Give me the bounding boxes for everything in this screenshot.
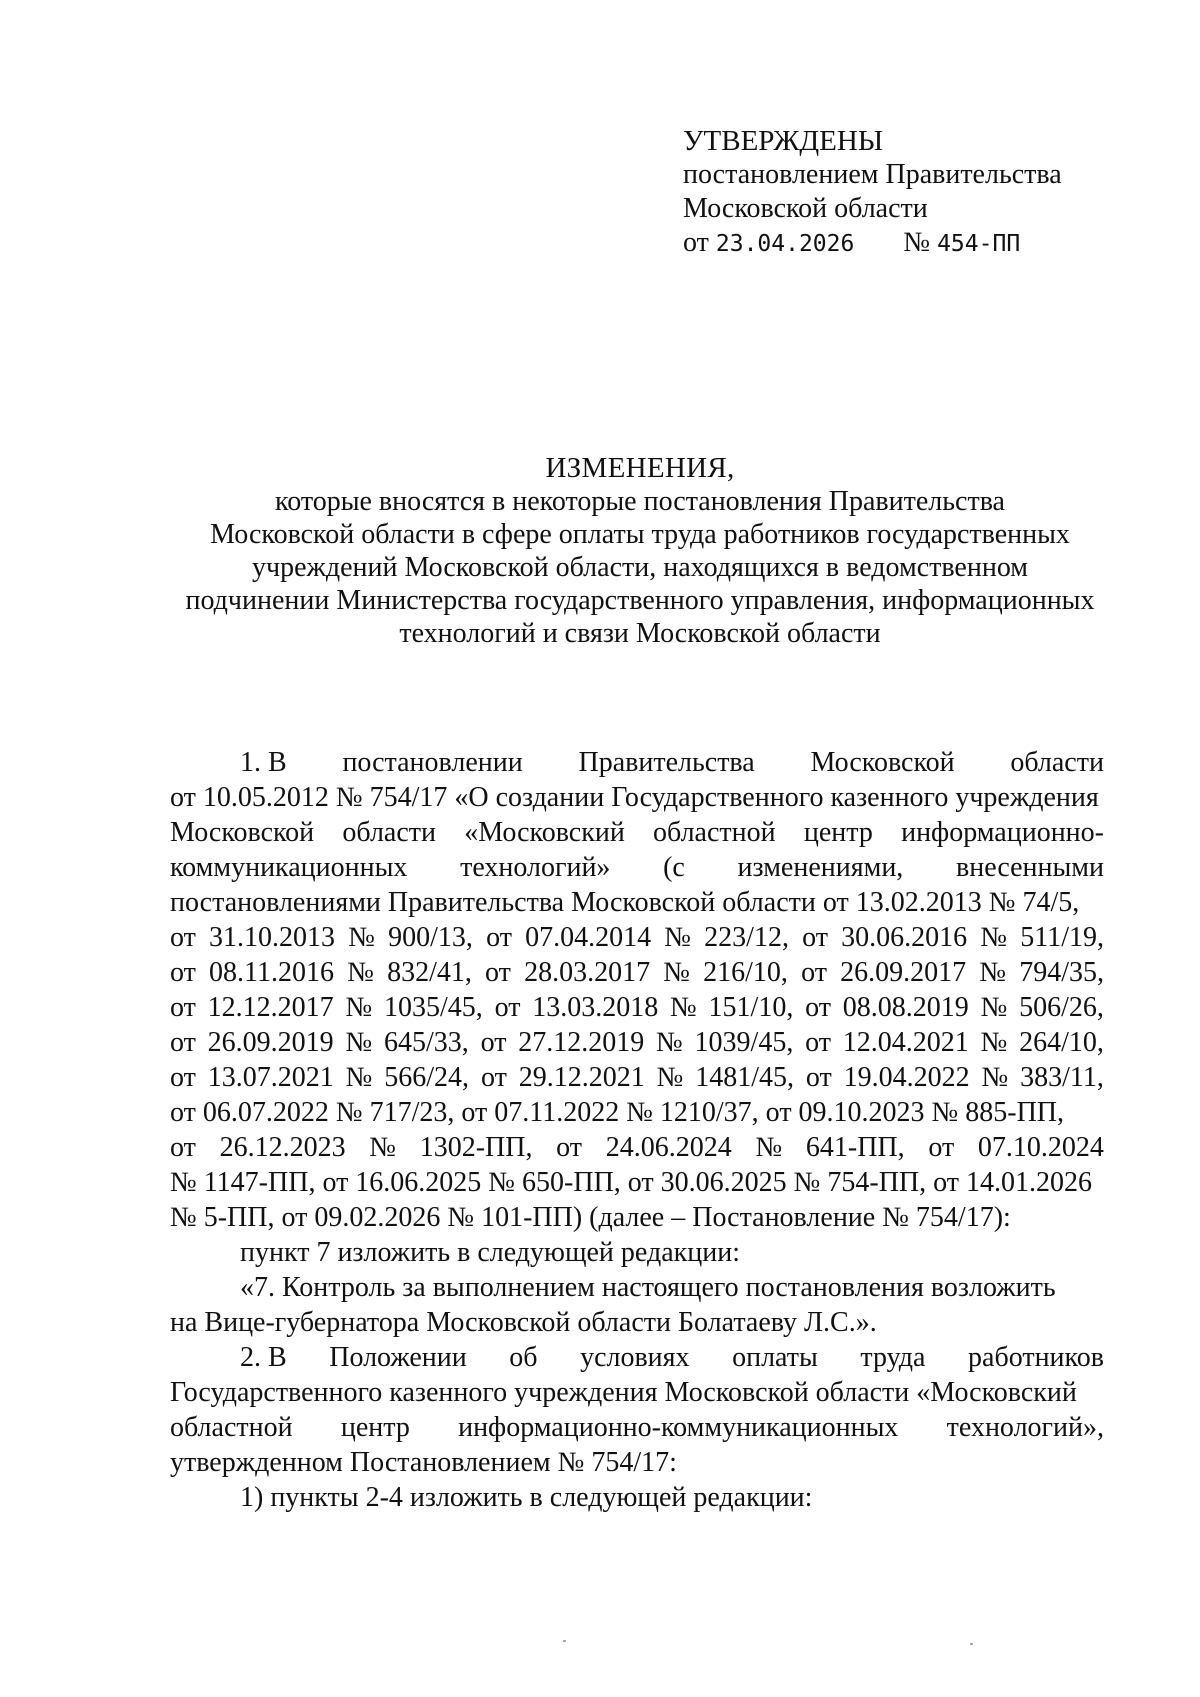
body-word: 08.08.2019 [842, 992, 969, 1023]
body-word: № [670, 992, 697, 1023]
body-line [170, 780, 1104, 815]
body-word: области [1010, 747, 1104, 778]
body-word: от 10.05.2012 № 754/17 «О создании Государственного казенного учреждения [170, 782, 1099, 813]
body-word: 900/13, [388, 922, 473, 953]
body-word: от [170, 1062, 196, 1093]
body-word: 26.09.2017 [840, 957, 967, 988]
body-line [170, 850, 1104, 885]
approval-date: 23.04.2026 [715, 231, 855, 257]
body-line [170, 990, 1104, 1025]
body-word: на Вице-губернатора Московской области Болатаеву Л.С.». [170, 1307, 877, 1338]
body-word: от [170, 922, 196, 953]
approval-date-prefix: от [683, 227, 709, 258]
body-word: № [656, 1027, 683, 1058]
approval-number-sign: № [903, 227, 931, 258]
body-word: оплаты [732, 1342, 818, 1373]
body-word: центр [803, 817, 873, 848]
body-line [170, 1480, 1104, 1515]
body-word: № [664, 922, 691, 953]
body-word: 1035/45, [383, 992, 483, 1023]
body-word: № [980, 992, 1008, 1023]
body-word: № 1147-ПП, от 16.06.2025 № 650-ПП, от 30.06.2025 № 754-ПП, от 14.01.2026 [170, 1167, 1093, 1198]
heading-line: подчинении Министерства государственного управления, информационных [185, 585, 1095, 616]
body-word: № [345, 1062, 373, 1093]
body-word: от [480, 1062, 507, 1093]
body-word: «7. Контроль за выполнением настоящего постановления возложить [240, 1272, 1056, 1303]
body-word: Государственного казенного учреждения Московской области «Московский [170, 1377, 1077, 1408]
body-word: № [345, 992, 373, 1023]
body-word: 19.04.2022 [843, 1062, 970, 1093]
body-word: 1481/45, [695, 1062, 794, 1093]
body-word: 506/26, [1019, 992, 1104, 1023]
body-line [170, 1305, 1104, 1340]
body-word: от [556, 1132, 583, 1163]
body-word: от [480, 1027, 507, 1058]
body-word: постановлениями Правительства Московской области от 13.02.2013 № 74/5, [170, 887, 1080, 918]
body-word: от [801, 957, 827, 988]
body-line [170, 1375, 1104, 1410]
body-word: 13.07.2021 [207, 1062, 334, 1093]
body-word: 216/10, [703, 957, 788, 988]
scan-speck [563, 1640, 566, 1642]
document-body [170, 745, 1104, 1515]
body-line [170, 1410, 1104, 1445]
body-word: областной [653, 817, 776, 848]
body-word: № [656, 1062, 684, 1093]
body-word: от [805, 1062, 832, 1093]
body-word: технологий» [460, 852, 611, 883]
body-word: 28.03.2017 [524, 957, 651, 988]
body-word: от [805, 1027, 831, 1058]
body-word: Положении [329, 1342, 467, 1373]
body-word: № [369, 1132, 396, 1163]
body-word: № [981, 1062, 1009, 1093]
body-line [170, 1130, 1104, 1165]
body-line [170, 745, 1104, 780]
body-line [170, 815, 1104, 850]
body-word: пункт 7 изложить в следующей редакции: [240, 1237, 740, 1268]
body-word: № [980, 922, 1008, 953]
body-word: условиях [580, 1342, 690, 1373]
body-word: 13.03.2018 [532, 992, 659, 1023]
body-word: (с [663, 852, 685, 883]
body-word: от [170, 1132, 196, 1163]
body-line [170, 920, 1104, 955]
body-word: об [509, 1342, 538, 1373]
approval-date-line [683, 226, 1103, 261]
body-line [170, 1095, 1104, 1130]
body-word: информационно-коммуникационных [458, 1412, 899, 1443]
body-word: 08.11.2016 [209, 957, 335, 988]
body-word: 151/10, [708, 992, 794, 1023]
heading-line: учреждений Московской области, находящихся в ведомственном [251, 552, 1028, 583]
body-line [170, 1445, 1104, 1480]
body-word: Московской [170, 817, 315, 848]
body-line [170, 1165, 1104, 1200]
body-word: 1302-ПП, [419, 1132, 533, 1163]
body-word: 24.06.2024 [605, 1132, 732, 1163]
body-word: 383/11, [1020, 1062, 1104, 1093]
heading-line: Московской области в сфере оплаты труда работников государственных [210, 519, 1070, 550]
body-line [170, 1025, 1104, 1060]
body-word: 264/10, [1019, 1027, 1104, 1058]
body-word: № [755, 1132, 783, 1163]
body-word: № [979, 957, 1007, 988]
body-word: от [485, 957, 511, 988]
body-word: центр [340, 1412, 410, 1443]
body-line [170, 885, 1104, 920]
body-word: 641-ПП, [805, 1132, 905, 1163]
body-word: от [494, 992, 521, 1023]
body-word: Московской [810, 747, 955, 778]
body-word: Правительства [578, 747, 755, 778]
approval-line-1: постановлением Правительства [683, 159, 1062, 190]
body-line [170, 955, 1104, 990]
body-word: информационно- [901, 817, 1104, 848]
body-word: 26.09.2019 [207, 1027, 334, 1058]
body-word: № [663, 957, 690, 988]
body-word: постановлении [342, 747, 523, 778]
body-word: 1) пункты 2-4 изложить в следующей редакции: [240, 1482, 813, 1513]
approval-number: 454-ПП [937, 231, 1021, 257]
body-word: 27.12.2019 [518, 1027, 645, 1058]
document-heading [160, 452, 1120, 650]
approval-stamp [683, 124, 1103, 261]
approval-line-2: Московской области [683, 193, 928, 224]
body-word: от [802, 922, 828, 953]
approval-title: УТВЕРЖДЕНЫ [683, 125, 884, 157]
body-word: № 5-ПП, от 09.02.2026 № 101-ПП) (далее – Постановление № 754/17): [170, 1202, 1011, 1233]
body-word: от [805, 992, 831, 1023]
body-line [170, 1270, 1104, 1305]
body-word: работников [968, 1342, 1104, 1373]
body-word: 794/35, [1019, 957, 1104, 988]
body-word: от [170, 1027, 196, 1058]
body-word: 29.12.2021 [518, 1062, 645, 1093]
body-word: № [345, 1027, 373, 1058]
body-word: 223/12, [704, 922, 789, 953]
body-word: 12.04.2021 [842, 1027, 969, 1058]
body-line [170, 1200, 1104, 1235]
body-word: 30.06.2016 [841, 922, 968, 953]
body-word: труда [860, 1342, 926, 1373]
body-word: от 06.07.2022 № 717/23, от 07.11.2022 № 1210/37, от 09.10.2023 № 885-ПП, [170, 1097, 1065, 1128]
body-word: коммуникационных [170, 852, 408, 883]
body-word: 832/41, [387, 957, 472, 988]
body-word: 511/19, [1020, 922, 1104, 953]
body-word: № [347, 957, 374, 988]
body-word: области [342, 817, 436, 848]
body-word: областной [170, 1412, 293, 1443]
body-word: от [928, 1132, 955, 1163]
body-word: изменениями, [737, 852, 904, 883]
scan-speck [970, 1643, 973, 1645]
body-word: 26.12.2023 [219, 1132, 346, 1163]
body-word: от [170, 957, 196, 988]
heading-line: технологий и связи Московской области [399, 618, 881, 649]
body-word: 07.04.2014 [525, 922, 652, 953]
body-word: 07.10.2024 [977, 1132, 1104, 1163]
body-word: 645/33, [383, 1027, 469, 1058]
body-line [170, 1340, 1104, 1375]
body-word: 1039/45, [694, 1027, 794, 1058]
body-word: № [980, 1027, 1008, 1058]
body-word: технологий», [946, 1412, 1104, 1443]
body-word: утвержденном Постановлением № 754/17: [170, 1447, 677, 1478]
body-word: № [348, 922, 375, 953]
body-word: от [486, 922, 512, 953]
body-word: «Московский [464, 817, 625, 848]
body-word: от [170, 992, 196, 1023]
body-word: 2. В [240, 1342, 287, 1373]
body-word: 566/24, [384, 1062, 470, 1093]
body-word: 31.10.2013 [209, 922, 336, 953]
body-word: 12.12.2017 [207, 992, 334, 1023]
body-line [170, 1060, 1104, 1095]
body-word: внесенными [955, 852, 1104, 883]
heading-title: ИЗМЕНЕНИЯ, [545, 452, 735, 484]
heading-line: которые вносятся в некоторые постановления Правительства [275, 486, 1005, 517]
body-line [170, 1235, 1104, 1270]
body-word: 1. В [240, 747, 287, 778]
